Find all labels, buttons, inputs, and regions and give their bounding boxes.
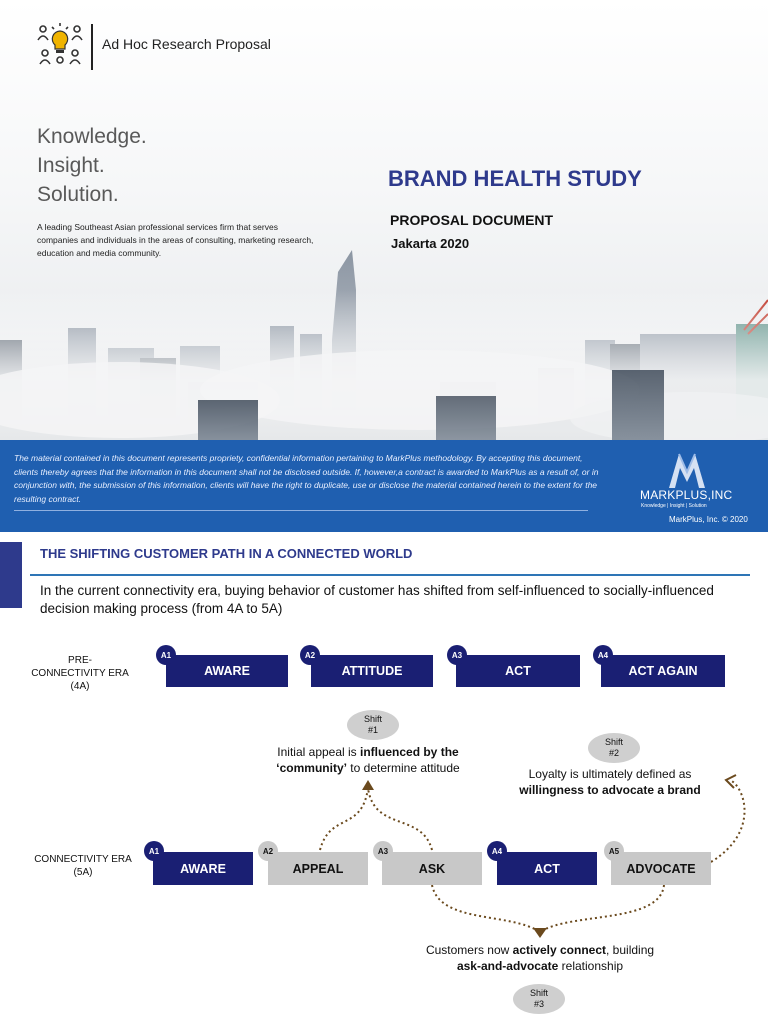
- era-label-line: (5A): [73, 867, 93, 878]
- con-step-badge: A1: [144, 841, 164, 861]
- note-text: Loyalty is ultimately defined as: [528, 767, 692, 781]
- pre-step-act: ACT: [456, 655, 580, 687]
- era-label-line: PRE-: [68, 655, 92, 666]
- shift-label: Shift: [604, 737, 623, 747]
- shift-number: #3: [533, 999, 544, 1009]
- note-text: relationship: [558, 959, 624, 973]
- document-place-year: Jakarta 2020: [391, 236, 470, 251]
- shift-number: #1: [367, 725, 378, 735]
- note-text: , building: [606, 943, 655, 957]
- brand-tagline: Knowledge | Insight | Solution: [641, 503, 707, 509]
- document-label: PROPOSAL DOCUMENT: [390, 212, 554, 228]
- note-emphasis: ‘community’: [276, 761, 347, 775]
- markplus-m-logo-icon: [665, 450, 709, 490]
- con-step-aware: AWARE: [153, 852, 253, 885]
- shift-label: Shift: [529, 988, 548, 998]
- con-step-advocate: ADVOCATE: [611, 852, 711, 885]
- note-emphasis: actively connect: [512, 943, 607, 957]
- company-intro: A leading Southeast Asian professional services firm that serves companies and individuals in the areas of consulting, marketing research, education and media community.: [37, 222, 314, 258]
- pre-step-badge: A2: [300, 645, 320, 665]
- shift-2-ellipse: [588, 733, 640, 763]
- study-title: BRAND HEALTH STUDY: [388, 166, 642, 191]
- shift-3-ellipse: [513, 984, 565, 1014]
- note-emphasis: ask-and-advocate: [456, 959, 559, 973]
- pre-step-badge: A3: [447, 645, 467, 665]
- tagline-line: Knowledge.: [37, 125, 147, 148]
- pre-step-aware: AWARE: [166, 655, 288, 687]
- shift-3-note: [380, 942, 700, 974]
- header-title: Ad Hoc Research Proposal: [102, 36, 271, 52]
- slide-title: THE SHIFTING CUSTOMER PATH IN A CONNECTED WORLD: [40, 546, 413, 561]
- note-text: Initial appeal is: [277, 745, 361, 759]
- header-divider: [91, 24, 93, 70]
- era-label-line: CONNECTIVITY ERA: [34, 854, 132, 865]
- shift-1-note: [250, 744, 486, 776]
- con-step-badge: A3: [373, 841, 393, 861]
- pre-step-act-again: ACT AGAIN: [601, 655, 725, 687]
- pre-step-badge: A1: [156, 645, 176, 665]
- era-label-line: (4A): [70, 681, 90, 692]
- pre-step-badge: A4: [593, 645, 613, 665]
- shift-1-ellipse: [347, 710, 399, 740]
- tagline: [37, 122, 147, 209]
- con-step-act: ACT: [497, 852, 597, 885]
- note-emphasis: willingness to advocate a brand: [519, 783, 701, 797]
- tagline-line: Solution.: [37, 183, 119, 206]
- con-step-badge: A2: [258, 841, 278, 861]
- con-step-badge: A4: [487, 841, 507, 861]
- note-emphasis: influenced by the: [360, 745, 459, 759]
- confidentiality-disclaimer: The material contained in this document represents propriety, confidential information pertaining to MarkPlus methodology. By accepting this document, clients thereby agrees that the information in this document shall not be disclosed outside. If, however,a contract is awarded to MarkPlus as a result of, or in conjunction with, the submission of this information, clients will have the right to duplicate, use or disclose the material contained herein to the extent for the resulting contract.: [14, 453, 599, 504]
- shift-label: Shift: [363, 714, 382, 724]
- disclaimer-underline: [14, 510, 588, 511]
- city-skyline-illustration: [0, 250, 768, 440]
- customer-path-slide: [0, 532, 768, 1024]
- shift-number: #2: [608, 748, 619, 758]
- people-lightbulb-icon: [36, 20, 84, 68]
- pre-step-attitude: ATTITUDE: [311, 655, 433, 687]
- con-step-badge: A5: [604, 841, 624, 861]
- connectivity-era-label: [28, 853, 138, 879]
- pre-connectivity-era-label: [28, 654, 132, 693]
- note-text: to determine attitude: [346, 761, 460, 775]
- con-step-appeal: APPEAL: [268, 852, 368, 885]
- brand-name: MARKPLUS,INC: [640, 488, 733, 502]
- brand-copyright: MarkPlus, Inc. © 2020: [669, 515, 748, 524]
- note-text: Customers now: [425, 943, 513, 957]
- tagline-line: Insight.: [37, 154, 105, 177]
- con-step-ask: ASK: [382, 852, 482, 885]
- slide-intro: In the current connectivity era, buying behavior of customer has shifted from self-influenced to socially-influenced decision making process (from 4A to 5A): [40, 583, 714, 616]
- era-label-line: CONNECTIVITY ERA: [31, 668, 129, 679]
- shift-2-note: [500, 766, 720, 798]
